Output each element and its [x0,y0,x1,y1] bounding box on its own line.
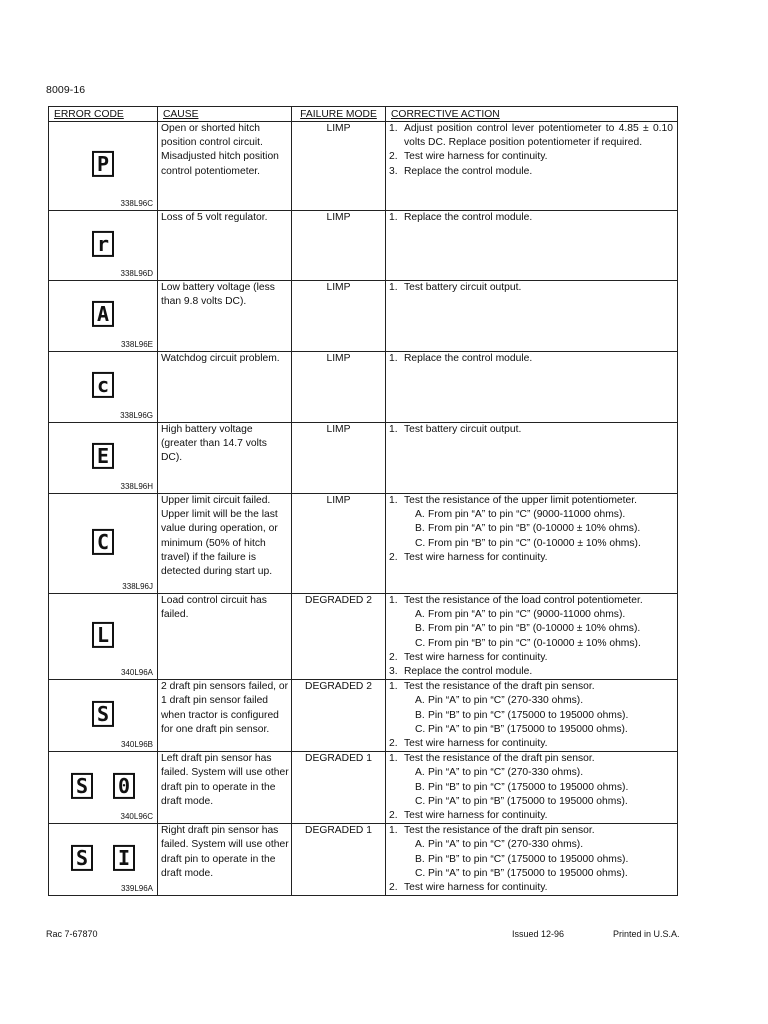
failure-mode-cell: DEGRADED 2 [292,680,386,752]
sub-step [404,723,673,737]
step-text: Test wire harness for continuity. [404,651,548,663]
error-code-display [49,622,157,648]
sub-step-text: Pin “B” to pin “C” (175000 to 195000 ohms). [428,781,629,793]
failure-mode-cell: LIMP [292,352,386,423]
error-code-cell [49,494,158,594]
sub-step-text: Pin “A” to pin “C” (270-330 ohms). [428,767,584,779]
cause-cell: High battery voltage (greater than 14.7 volts DC). [158,423,292,494]
table-row [49,494,678,594]
footer-document-id: Rac 7-67870 [46,929,98,939]
figure-reference: 340L96A [120,668,153,678]
step-number: 3. [389,666,398,678]
step-text: Test battery circuit output. [404,424,522,435]
sub-step-letter: A. [415,695,425,707]
step-text: Test the resistance of the upper limit potentiometer. [404,495,637,506]
step-number: 3. [389,165,398,177]
figure-reference: 340L96C [120,812,153,822]
corrective-action-cell [386,211,678,281]
step-text: Replace the control module. [404,666,533,678]
corrective-step [389,281,673,295]
corrective-step [389,752,673,809]
sub-step [404,838,673,852]
table-row [49,352,678,423]
corrective-action-cell [386,824,678,896]
corrective-steps-list [389,122,673,179]
sub-step-text: Pin “A” to pin “C” (270-330 ohms). [428,695,584,707]
cause-cell: Loss of 5 volt regulator. [158,211,292,281]
corrective-steps-list [389,752,673,823]
sub-step [404,637,673,651]
sub-step-letter: C. [415,537,426,549]
step-number: 1. [389,753,398,765]
corrective-step [389,551,673,565]
corrective-step [389,352,673,366]
corrective-steps-list [389,824,673,895]
step-number: 2. [389,810,398,822]
step-text: Test wire harness for continuity. [404,551,548,563]
sub-step-text: From pin “B” to pin “C” (0-10000 ± 10% ohms). [428,537,641,549]
sub-step [404,867,673,881]
table-row [49,423,678,494]
error-code-glyph: c [92,372,114,398]
step-text: Test wire harness for continuity. [404,810,548,822]
table-row [49,680,678,752]
corrective-step [389,423,673,437]
figure-reference: 338L96E [120,340,153,349]
step-text: Test wire harness for continuity. [404,738,548,750]
sub-step-text: From pin “A” to pin “B” (0-10000 ± 10% ohms). [428,523,641,535]
error-code-glyph: S [71,845,93,871]
failure-mode-cell: LIMP [292,423,386,494]
sub-step-letter: A. [415,767,425,779]
corrective-step [389,211,673,225]
sub-step-letter: C. [415,867,426,879]
error-code-cell [49,824,158,896]
step-number: 1. [389,595,398,606]
corrective-action-cell [386,594,678,680]
corrective-step [389,651,673,665]
cause-cell: Upper limit circuit failed. Upper limit will be the last value during operation, or minimum (50% of hitch travel) if the failure is detected during start up. [158,494,292,594]
figure-reference: 338L96G [120,411,153,420]
figure-reference: 338L96J [122,582,153,591]
corrective-action-cell [386,352,678,423]
step-text: Test the resistance of the draft pin sensor. [404,753,595,765]
corrective-steps-list [389,594,673,679]
error-code-display [49,230,157,256]
corrective-step [389,165,673,179]
sub-step [404,508,673,522]
step-text: Adjust position control lever potentiometer to 4.85 ± 0.10 volts DC. Replace position potentiometer if required. [404,123,673,149]
header-cause: CAUSE [158,107,292,122]
corrective-steps-list [389,423,673,437]
sub-step-text: Pin “A” to pin “B” (175000 to 195000 ohms). [428,867,628,879]
step-text: Test wire harness for continuity. [404,151,548,163]
error-code-display [49,372,157,398]
table-row [49,281,678,352]
corrective-step [389,680,673,737]
sub-step-letter: C. [415,637,426,649]
step-text: Replace the control module. [404,165,533,177]
error-code-cell [49,122,158,211]
step-number: 2. [389,882,398,894]
sub-step-text: Pin “A” to pin “B” (175000 to 195000 ohms). [428,795,628,807]
cause-cell: Right draft pin sensor has failed. System will use other draft pin to operate in the draft mode. [158,824,292,896]
corrective-step [389,494,673,551]
error-code-cell [49,423,158,494]
error-code-display [49,845,157,871]
table-row [49,594,678,680]
sub-step [404,622,673,636]
figure-reference: 339L96A [120,884,153,894]
error-code-cell [49,752,158,824]
sub-steps-list [404,608,673,651]
error-code-display [49,701,157,727]
sub-step [404,781,673,795]
sub-step-letter: B. [415,523,425,535]
error-code-cell [49,594,158,680]
sub-step-letter: B. [415,853,425,865]
step-number: 1. [389,212,398,223]
step-number: 1. [389,825,398,837]
sub-step-letter: C. [415,723,426,735]
corrective-step [389,665,673,679]
figure-reference: 338L96D [120,269,153,278]
sub-step-text: From pin “A” to pin “C” (9000-11000 ohms). [428,509,626,521]
failure-mode-cell: DEGRADED 1 [292,824,386,896]
step-number: 1. [389,123,398,134]
error-code-cell [49,211,158,281]
sub-step-letter: A. [415,509,425,521]
failure-mode-cell: LIMP [292,494,386,594]
sub-step [404,522,673,536]
error-code-cell [49,281,158,352]
error-code-glyph: L [92,622,114,648]
sub-step [404,795,673,809]
sub-step-letter: B. [415,623,425,635]
corrective-step [389,809,673,823]
step-number: 2. [389,151,398,163]
sub-step [404,709,673,723]
step-text: Replace the control module. [404,353,533,364]
failure-mode-cell: LIMP [292,211,386,281]
figure-reference: 340L96B [120,740,153,750]
corrective-steps-list [389,281,673,295]
error-code-glyph: P [92,151,114,177]
cause-cell: Left draft pin sensor has failed. System will use other draft pin to operate in the draft mode. [158,752,292,824]
corrective-step [389,122,673,150]
sub-steps-list [404,694,673,737]
error-code-glyph: 0 [113,773,135,799]
header-failure-mode: FAILURE MODE [292,107,386,122]
error-code-glyph: A [92,301,114,327]
sub-step [404,537,673,551]
sub-step-text: Pin “B” to pin “C” (175000 to 195000 ohms). [428,853,629,865]
corrective-steps-list [389,352,673,366]
step-text: Test the resistance of the load control potentiometer. [404,595,643,606]
table-row [49,824,678,896]
error-code-glyph: C [92,528,114,554]
step-number: 1. [389,282,398,293]
sub-step-text: From pin “A” to pin “C” (9000-11000 ohms). [428,609,626,621]
sub-step-letter: C. [415,795,426,807]
sub-steps-list [404,508,673,551]
corrective-step [389,594,673,651]
corrective-steps-list [389,211,673,225]
step-number: 1. [389,681,398,693]
page-number: 8009-16 [46,84,86,96]
table-row [49,752,678,824]
footer-printed-in: Printed in U.S.A. [613,929,680,939]
corrective-action-cell [386,752,678,824]
sub-step-text: From pin “A” to pin “B” (0-10000 ± 10% ohms). [428,623,641,635]
sub-step-text: Pin “A” to pin “C” (270-330 ohms). [428,839,584,851]
step-number: 2. [389,738,398,750]
cause-cell: Open or shorted hitch position control circuit. Misadjusted hitch position control potentiometer. [158,122,292,211]
sub-step-letter: B. [415,709,425,721]
error-code-glyph: r [92,230,114,256]
figure-reference: 338L96H [120,482,153,491]
table-header-row [49,107,678,122]
step-number: 2. [389,551,398,563]
step-number: 1. [389,353,398,364]
sub-step [404,608,673,622]
sub-step [404,694,673,708]
failure-mode-cell: DEGRADED 2 [292,594,386,680]
failure-mode-cell: LIMP [292,281,386,352]
corrective-step [389,737,673,751]
step-text: Test battery circuit output. [404,282,522,293]
header-error-code: ERROR CODE [49,107,158,122]
sub-step [404,853,673,867]
corrective-action-cell [386,680,678,752]
failure-mode-cell: LIMP [292,122,386,211]
cause-cell: Low battery voltage (less than 9.8 volts DC). [158,281,292,352]
cause-cell: 2 draft pin sensors failed, or 1 draft pin sensor failed when tractor is configured for one draft pin sensor. [158,680,292,752]
error-code-glyph: S [71,773,93,799]
cause-cell: Watchdog circuit problem. [158,352,292,423]
error-code-glyph: I [113,845,135,871]
sub-step-text: Pin “B” to pin “C” (175000 to 195000 ohms). [428,709,629,721]
corrective-action-cell [386,494,678,594]
cause-cell: Load control circuit has failed. [158,594,292,680]
corrective-action-cell [386,281,678,352]
sub-step [404,766,673,780]
figure-reference: 338L96C [120,199,153,208]
step-number: 2. [389,651,398,663]
sub-step-text: Pin “A” to pin “B” (175000 to 195000 ohms). [428,723,628,735]
table-row [49,122,678,211]
sub-step-text: From pin “B” to pin “C” (0-10000 ± 10% ohms). [428,637,641,649]
corrective-steps-list [389,494,673,565]
error-code-glyph: S [92,701,114,727]
sub-steps-list [404,838,673,881]
sub-steps-list [404,766,673,809]
sub-step-letter: A. [415,609,425,621]
error-code-cell [49,680,158,752]
step-text: Test the resistance of the draft pin sensor. [404,681,595,693]
step-number: 1. [389,424,398,435]
corrective-steps-list [389,680,673,751]
error-code-table [48,106,678,896]
footer-issued-date: Issued 12-96 [512,929,565,939]
sub-step-letter: A. [415,839,425,851]
error-code-table-container [48,106,677,896]
corrective-action-cell [386,423,678,494]
table-body [49,122,678,896]
table-row [49,211,678,281]
sub-step-letter: B. [415,781,425,793]
step-number: 1. [389,495,398,506]
step-text: Replace the control module. [404,212,533,223]
corrective-step [389,150,673,164]
error-code-display [49,151,157,177]
header-corrective-action: CORRECTIVE ACTION [386,107,678,122]
error-code-display [49,301,157,327]
step-text: Test wire harness for continuity. [404,882,548,894]
error-code-glyph: E [92,443,114,469]
corrective-step [389,881,673,895]
failure-mode-cell: DEGRADED 1 [292,752,386,824]
error-code-display [49,773,157,799]
error-code-cell [49,352,158,423]
corrective-action-cell [386,122,678,211]
error-code-display [49,528,157,554]
corrective-step [389,824,673,881]
error-code-display [49,443,157,469]
step-text: Test the resistance of the draft pin sensor. [404,825,595,837]
